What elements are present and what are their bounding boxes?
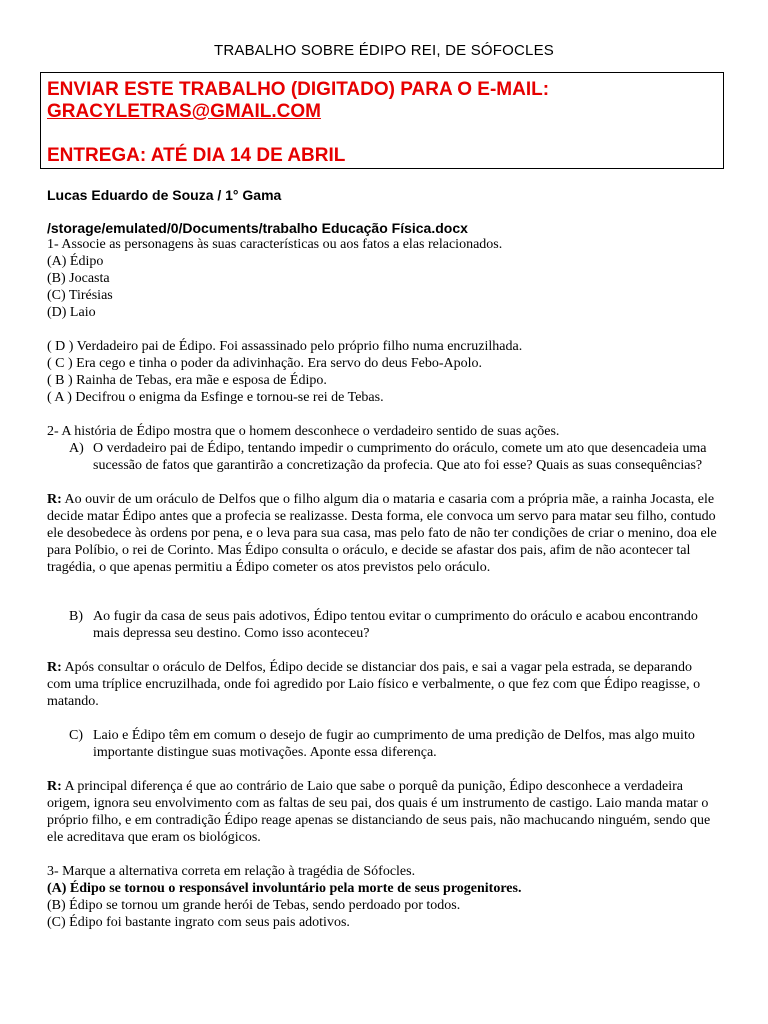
- answer-label: R:: [47, 660, 62, 675]
- file-path: /storage/emulated/0/Documents/trabalho Educação Física.docx: [47, 220, 468, 236]
- q3-option-a-correct: [47, 880, 717, 897]
- document-body: [47, 236, 717, 931]
- q2b-mark: B): [69, 609, 83, 624]
- q1-match: ( D ) Verdadeiro pai de Édipo. Foi assassinado pelo próprio filho numa encruzilhada.: [47, 339, 523, 354]
- q1-prompt: 1- Associe as personagens às suas características ou aos fatos a elas relacionados.: [47, 237, 503, 252]
- q3-option-b: (B) Édipo se tornou um grande herói de Tebas, sendo perdoado por todos.: [47, 898, 461, 913]
- q1-option: (A) Édipo: [47, 254, 104, 269]
- q2a-answer-text: Ao ouvir de um oráculo de Delfos que o filho algum dia o mataria e casaria com a própria mãe, a rainha Jocasta, ele decide matar Édipo antes que a profecia se realizasse. Desta forma, ele convoca um servo para matar seu filho, contudo ele desobedece às ordens por pena, e o leva para sua casa, mas pelo fato de não ter condições de criar o menino, doa ele para Políbio, o rei de Corinto. Mas Édipo consulta o oráculo, e decide se afastar dos pais, afim de não acontecer tal tragédia, o que apenas permitiu a Édipo cometer os atos previstos pelo oráculo.: [47, 492, 717, 575]
- q1-option: (B) Jocasta: [47, 271, 110, 286]
- q3-prompt: 3- Marque a alternativa correta em relação à tragédia de Sófocles.: [47, 864, 416, 879]
- q2-prompt: 2- A história de Édipo mostra que o homem desconhece o verdadeiro sentido de suas ações.: [47, 424, 560, 439]
- q2b-question: [69, 608, 717, 642]
- q2b-answer: [47, 659, 717, 710]
- notice-email-link[interactable]: GRACYLETRAS@GMAIL.COM: [47, 101, 321, 122]
- q1-match: ( A ) Decifrou o enigma da Esfinge e tornou-se rei de Tebas.: [47, 390, 384, 405]
- q2c-mark: C): [69, 728, 83, 743]
- notice-send-instruction: ENVIAR ESTE TRABALHO (DIGITADO) PARA O E-MAIL:: [47, 79, 550, 100]
- answer-label: R:: [47, 779, 62, 794]
- q2c-question-text: Laio e Édipo têm em comum o desejo de fugir ao cumprimento de uma predição de Delfos, mas algo muito importante distingue suas motivações. Aponte essa diferença.: [93, 728, 695, 760]
- q2a-answer: [47, 491, 717, 576]
- q2a-mark: A): [69, 441, 84, 456]
- q2a-question-text: O verdadeiro pai de Édipo, tentando impedir o cumprimento do oráculo, comete um ato que desencadeia uma sucessão de fatos que garantirão a concretização da profecia. Que ato foi esse? Quais as suas consequências?: [93, 441, 707, 473]
- q1-option: (C) Tirésias: [47, 288, 113, 303]
- q2b-answer-text: Após consultar o oráculo de Delfos, Édipo decide se distanciar dos pais, e sai a vagar pela estrada, se deparando com uma tríplice encruzilhada, onde foi agredido por Laio físico e verbalmente, o que fez com que Édipo reagisse, o matando.: [47, 660, 701, 709]
- answer-label: R:: [47, 492, 62, 507]
- q1-match: ( B ) Rainha de Tebas, era mãe e esposa de Édipo.: [47, 373, 327, 388]
- notice-box: [40, 72, 724, 169]
- q2a-question: [69, 440, 717, 474]
- q2c-question: [69, 727, 717, 761]
- notice-deadline: ENTREGA: ATÉ DIA 14 DE ABRIL: [47, 145, 346, 166]
- q2b-question-text: Ao fugir da casa de seus pais adotivos, Édipo tentou evitar o cumprimento do oráculo e acabou encontrando mais depressa seu destino. Como isso aconteceu?: [93, 609, 698, 641]
- q3-option-c: (C) Édipo foi bastante ingrato com seus pais adotivos.: [47, 915, 350, 930]
- student-name: Lucas Eduardo de Souza / 1° Gama: [47, 187, 282, 203]
- q2c-answer-text: A principal diferença é que ao contrário de Laio que sabe o porquê da punição, Édipo desconhece a verdadeira origem, ignora seu envolvimento com as faltas de seu pai, dos quais é um instrumento de castigo. Laio manda matar o próprio filho, e em contradição Édipo reage apenas se distanciando de seus pais, não machucando ninguém, sendo que ele acreditava que eram os biológicos.: [47, 779, 711, 845]
- q2c-answer: [47, 778, 717, 846]
- q1-match: ( C ) Era cego e tinha o poder da adivinhação. Era servo do deus Febo-Apolo.: [47, 356, 483, 371]
- document-title: TRABALHO SOBRE ÉDIPO REI, DE SÓFOCLES: [214, 42, 554, 59]
- q1-option: (D) Laio: [47, 305, 96, 320]
- q3-option-a-text: (A) Édipo se tornou o responsável involuntário pela morte de seus progenitores.: [47, 881, 522, 896]
